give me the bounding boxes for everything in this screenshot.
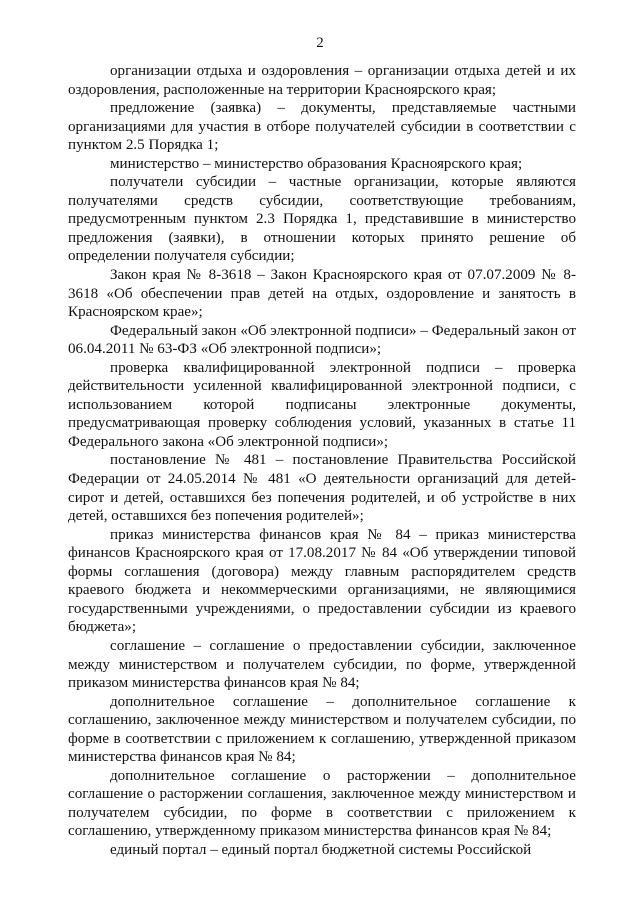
document-body <box>68 62 576 860</box>
definition-paragraph: проверка квалифицированной электронной подписи – проверка действительности усиленной квалифицированной электронной подписи, с использованием которой подписаны электронные документы, предусматривающая проверку соблюдения условий, указанных в статье 11 Федерального закона «Об электронной подписи»; <box>68 359 576 450</box>
definition-paragraph: дополнительное соглашение – дополнительное соглашение к соглашению, заключенное между министерством и получателем субсидии, по форме в соответствии с приложением к соглашению, утвержденной приказом министерства финансов края № 84; <box>68 693 576 766</box>
definition-paragraph: Закон края № 8-3618 – Закон Красноярского края от 07.07.2009 № 8-3618 «Об обеспечении прав детей на отдых, оздоровление и занятость в Красноярском крае»; <box>68 267 576 321</box>
definition-paragraph: организации отдыха и оздоровления – организации отдыха детей и их оздоровления, расположенные на территории Красноярского края; <box>68 63 576 98</box>
definition-paragraph: дополнительное соглашение о расторжении – дополнительное соглашение о расторжении соглашения, заключенное между министерством и получателем субсидии, по форме в соответствии с приложением к соглашению, утвержденному приказом министерства финансов края № 84; <box>68 767 576 840</box>
definition-paragraph: Федеральный закон «Об электронной подписи» – Федеральный закон от 06.04.2011 № 63-ФЗ «Об электронной подписи»; <box>68 322 576 358</box>
definition-paragraph: соглашение – соглашение о предоставлении субсидии, заключенное между министерством и получателем субсидии, по форме, утвержденной приказом министерства финансов края № 84; <box>68 637 576 692</box>
definition-paragraph: министерство – министерство образования Красноярского края; <box>110 155 523 172</box>
page-number: 2 <box>316 35 324 51</box>
definition-paragraph: единый портал – единый портал бюджетной системы Российской <box>110 841 532 858</box>
definition-paragraph: постановление № 481 – постановление Правительства Российской Федерации от 24.05.2014 № 481 «О деятельности организаций для детей-сирот и детей, оставшихся без попечения родителей, и об устройстве в них детей, оставшихся без попечения родителей»; <box>68 452 576 525</box>
definition-paragraph: предложение (заявка) – документы, представляемые частными организациями для участия в отборе получателей субсидии в соответствии с пунктом 2.5 Порядка 1; <box>68 100 576 154</box>
definition-paragraph: получатели субсидии – частные организации, которые являются получателями средств субсидии, соответствующие требованиям, предусмотренным пунктом 2.3 Порядка 1, представившие в министерство предложения (заявки), в отношении которых принято решение об определении получателя субсидии; <box>68 174 576 265</box>
definition-paragraph: приказ министерства финансов края № 84 – приказ министерства финансов Красноярского края от 17.08.2017 № 84 «Об утверждении типовой формы соглашения (договора) между главным распорядителем средств краевого бюджета и некоммерческими организациями, не являющимися государственными учреждениями, о предоставлении субсидии из краевого бюджета»; <box>68 526 576 636</box>
